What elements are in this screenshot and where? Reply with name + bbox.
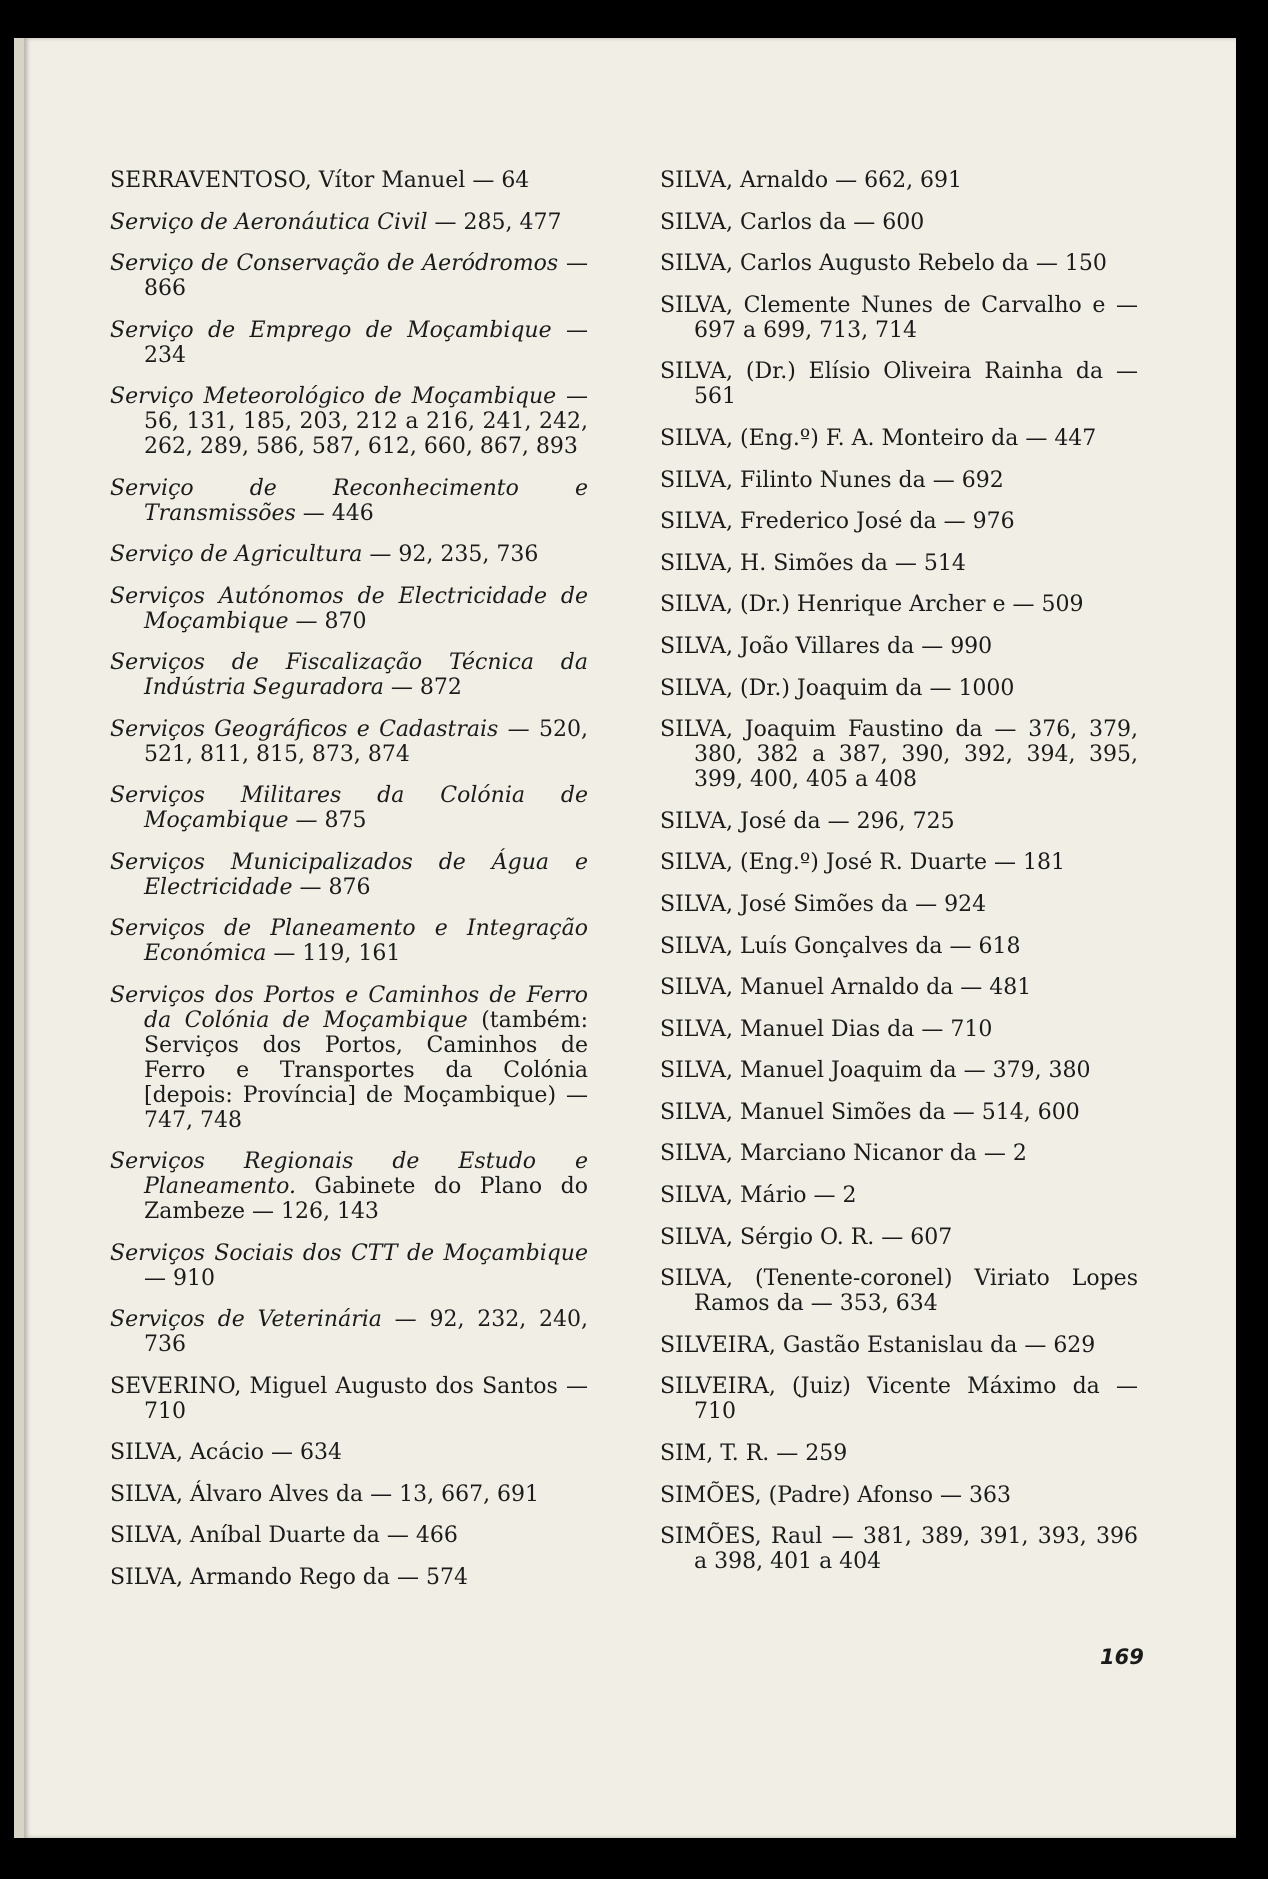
entry-page-references: — 56, 131, 185, 203, 212 a 216, 241, 242, 262, 289, 586, 587, 612, 660, 867, 893	[144, 384, 588, 459]
index-entry	[660, 1524, 1138, 1574]
index-entry	[110, 717, 588, 767]
index-entry	[110, 1523, 588, 1548]
entry-heading: SILVA, Sérgio O. R.	[660, 1224, 875, 1250]
entry-heading: Serviço Meteorológico de Moçambique	[110, 384, 557, 409]
entry-page-references: — 662, 691	[828, 168, 963, 193]
entry-page-references: — 481	[953, 975, 1032, 1001]
index-entry	[660, 359, 1138, 409]
index-entry	[110, 916, 588, 966]
entry-heading: SEVERINO, Miguel Augusto dos Santos	[110, 1373, 558, 1399]
entry-heading: Serviços Militares da Colónia de Moçambique	[110, 783, 588, 833]
index-entry	[660, 634, 1138, 659]
entry-page-references: — 234	[144, 317, 588, 368]
index-entry	[110, 168, 588, 193]
index-entry	[660, 1183, 1138, 1208]
entry-heading: Serviços de Fiscalização Técnica da Indústria Seguradora	[110, 650, 588, 700]
entry-page-references: — 870	[288, 608, 367, 634]
entry-heading: Serviço de Aeronáutica Civil	[110, 209, 428, 235]
index-entry	[660, 1483, 1138, 1508]
index-entry	[660, 1141, 1138, 1166]
index-entry	[660, 210, 1138, 235]
entry-page-references: — 2	[976, 1141, 1027, 1167]
entry-heading: SILVEIRA, (Juiz) Vicente Máximo da	[660, 1374, 1100, 1400]
index-entry	[660, 293, 1138, 343]
entry-page-references: — 875	[288, 808, 367, 833]
index-entry	[110, 542, 588, 567]
index-entry	[110, 1374, 588, 1424]
entry-page-references: — 64	[465, 168, 530, 193]
index-entry	[110, 384, 588, 459]
entry-heading: SILVA, Carlos da	[660, 209, 847, 235]
index-entry	[660, 168, 1138, 193]
entry-heading: SILVA, Arnaldo	[660, 168, 829, 193]
page-number: 169	[1100, 1645, 1144, 1669]
index-entry	[660, 934, 1138, 959]
index-entry	[110, 318, 588, 368]
entry-page-references: — 634	[263, 1440, 342, 1465]
index-column-left	[110, 168, 588, 1606]
entry-page-references: — 466	[379, 1523, 458, 1548]
entry-page-references: — 92, 235, 736	[362, 542, 539, 567]
index-entry	[660, 426, 1138, 451]
index-entry	[660, 509, 1138, 534]
index-entry	[110, 476, 588, 526]
index-entry	[110, 1440, 588, 1465]
index-entry	[660, 892, 1138, 917]
index-entry	[110, 584, 588, 634]
entry-heading: Serviços Geográficos e Cadastrais	[110, 716, 499, 742]
entry-heading: Serviço de Conservação de Aeródromos	[110, 251, 559, 276]
entry-page-references: — 92, 232, 240, 736	[144, 1307, 588, 1357]
entry-heading: SILVA, José Simões da	[660, 891, 909, 917]
index-entry	[660, 592, 1138, 617]
entry-page-references: — 379, 380	[956, 1058, 1091, 1084]
entry-heading: SILVA, Manuel Dias da	[660, 1016, 915, 1042]
entry-heading: SIM, T. R.	[660, 1441, 770, 1467]
entry-heading: SILVA, Armando Rego da	[110, 1564, 391, 1590]
index-entry	[660, 717, 1138, 792]
entry-page-references: — 990	[914, 633, 993, 659]
entry-heading: SILVA, (Dr.) Joaquim da	[660, 675, 923, 701]
entry-page-references: — 13, 667, 691	[363, 1481, 540, 1507]
entry-page-references: — 710	[694, 1374, 1138, 1425]
index-entry	[110, 1307, 588, 1357]
entry-page-references: — 697 a 699, 713, 714	[694, 292, 1139, 343]
entry-heading: Serviço de Emprego de Moçambique	[110, 317, 552, 343]
entry-page-references: — 876	[292, 874, 371, 900]
entry-heading: SIMÕES, (Padre) Afonso	[660, 1482, 933, 1508]
entry-page-references: — 150	[1028, 251, 1107, 277]
entry-heading: SILVA, Filinto Nunes da	[660, 467, 926, 493]
entry-heading: SILVA, H. Simões da	[660, 550, 888, 576]
entry-page-references: — 285, 477	[427, 209, 562, 235]
entry-heading: SILVA, Acácio	[110, 1440, 264, 1465]
index-entry	[660, 1374, 1138, 1424]
entry-page-references: — 2	[806, 1183, 857, 1209]
index-entry	[660, 1266, 1138, 1316]
entry-heading: Serviços de Veterinária	[110, 1307, 382, 1332]
entry-heading: Serviços Autónomos de Electricidade de Moçambique	[110, 583, 588, 634]
entry-page-references: — 514	[887, 550, 966, 576]
index-entry	[110, 983, 588, 1133]
index-entry	[110, 1565, 588, 1590]
entry-heading: Serviços de Planeamento e Integração Económica	[110, 916, 588, 966]
entry-heading: SILVA, (Eng.º) José R. Duarte	[660, 850, 988, 876]
index-column-right	[660, 168, 1138, 1591]
entry-page-references: — 866	[144, 251, 588, 301]
entry-page-references: — 514, 600	[945, 1099, 1080, 1125]
index-entry	[660, 251, 1138, 276]
entry-heading: Serviço de Reconhecimento e Transmissões	[110, 475, 588, 526]
entry-page-references: — 618	[942, 933, 1021, 959]
index-entry	[660, 1017, 1138, 1042]
entry-page-references: — 520, 521, 811, 815, 873, 874	[144, 716, 588, 767]
index-entry	[660, 1333, 1138, 1358]
entry-page-references: (também: Serviços dos Portos, Caminhos de Ferro e Transportes da Colónia [depois: Província] de Moçambique) — 747, 748	[144, 1007, 588, 1133]
index-entry	[110, 1149, 588, 1224]
entry-page-references: — 381, 389, 391, 393, 396 a 398, 401 a 404	[694, 1524, 1138, 1575]
entry-page-references: — 509	[1005, 592, 1084, 618]
entry-heading: Serviços dos Portos e Caminhos de Ferro da Colónia de Moçambique	[110, 982, 588, 1033]
entry-heading: SILVA, Marciano Nicanor da	[660, 1141, 977, 1167]
index-entry	[660, 975, 1138, 1000]
entry-heading: SILVA, Manuel Joaquim da	[660, 1058, 957, 1084]
entry-heading: SERRAVENTOSO, Vítor Manuel	[110, 168, 466, 193]
entry-page-references: — 376, 379, 380, 382 a 387, 390, 392, 394, 395, 399, 400, 405 a 408	[694, 717, 1139, 793]
index-entry	[110, 650, 588, 700]
entry-heading: Serviço de Agricultura	[110, 542, 363, 567]
index-entry	[660, 468, 1138, 493]
index-entry	[110, 850, 588, 900]
index-entry	[660, 809, 1138, 834]
entry-page-references: — 447	[1018, 425, 1097, 451]
entry-page-references: — 363	[932, 1482, 1011, 1508]
entry-page-references: — 259	[769, 1441, 848, 1467]
entry-heading: SILVA, (Dr.) Elísio Oliveira Rainha da	[660, 359, 1104, 385]
entry-heading: SILVA, Mário	[660, 1183, 807, 1209]
entry-heading: SILVA, Frederico José da	[660, 509, 937, 535]
entry-heading: SIMÕES, Raul	[660, 1524, 823, 1550]
entry-page-references: — 607	[874, 1224, 953, 1250]
entry-heading: SILVA, José da	[660, 808, 821, 834]
index-entry	[660, 551, 1138, 576]
entry-page-references: — 710	[914, 1016, 993, 1042]
entry-heading: SILVA, Joaquim Faustino da	[660, 717, 983, 743]
entry-page-references: — 629	[1017, 1332, 1096, 1358]
index-entry	[660, 1225, 1138, 1250]
entry-heading: SILVA, Álvaro Alves da	[110, 1481, 364, 1507]
entry-page-references: — 181	[987, 850, 1066, 876]
entry-heading: SILVA, Clemente Nunes de Carvalho e	[660, 292, 1106, 318]
entry-page-references: — 561	[694, 359, 1139, 410]
index-entry	[110, 210, 588, 235]
index-entry	[660, 1058, 1138, 1083]
entry-heading: SILVA, Manuel Simões da	[660, 1099, 946, 1125]
entry-heading: Serviços Sociais dos CTT de Moçambique	[110, 1240, 588, 1266]
entry-page-references: — 600	[846, 209, 925, 235]
index-entry	[110, 783, 588, 833]
entry-heading: SILVA, (Tenente-coronel) Viriato Lopes Ramos da	[660, 1266, 1138, 1317]
entry-page-references: — 446	[295, 500, 374, 526]
entry-page-references: — 1000	[922, 675, 1015, 701]
entry-page-references: — 353, 634	[803, 1291, 938, 1317]
entry-page-references: — 692	[925, 467, 1004, 493]
index-entry	[110, 251, 588, 301]
index-entry	[660, 1441, 1138, 1466]
page-left-edge	[14, 38, 24, 1838]
entry-heading: Serviços Municipalizados de Água e Electricidade	[110, 849, 588, 900]
entry-page-references: — 924	[908, 891, 987, 917]
entry-page-references: — 910	[144, 1265, 215, 1291]
entry-heading: SILVA, Manuel Arnaldo da	[660, 975, 954, 1001]
entry-heading: SILVA, (Eng.º) F. A. Monteiro da	[660, 425, 1019, 451]
entry-heading: SILVA, (Dr.) Henrique Archer e	[660, 592, 1006, 618]
index-entry	[110, 1482, 588, 1507]
entry-page-references: — 710	[144, 1373, 588, 1424]
entry-page-references: — 574	[390, 1564, 468, 1590]
index-entry	[660, 676, 1138, 701]
index-entry	[110, 1241, 588, 1291]
entry-heading: Serviços Regionais de Estudo e Planeamento.	[110, 1149, 588, 1199]
entry-page-references: Gabinete do Plano do Zambeze — 126, 143	[144, 1174, 588, 1224]
entry-heading: SILVA, Aníbal Duarte da	[110, 1523, 380, 1548]
entry-heading: SILVA, João Villares da	[660, 633, 915, 659]
entry-heading: SILVA, Carlos Augusto Rebelo da	[660, 251, 1029, 277]
entry-page-references: — 119, 161	[266, 941, 401, 966]
entry-heading: SILVEIRA, Gastão Estanislau da	[660, 1332, 1018, 1358]
entry-page-references: — 976	[936, 509, 1015, 535]
entry-heading: SILVA, Luís Gonçalves da	[660, 933, 943, 959]
entry-page-references: — 296, 725	[820, 808, 955, 834]
index-entry	[660, 850, 1138, 875]
index-entry	[660, 1100, 1138, 1125]
entry-page-references: — 872	[383, 675, 462, 700]
